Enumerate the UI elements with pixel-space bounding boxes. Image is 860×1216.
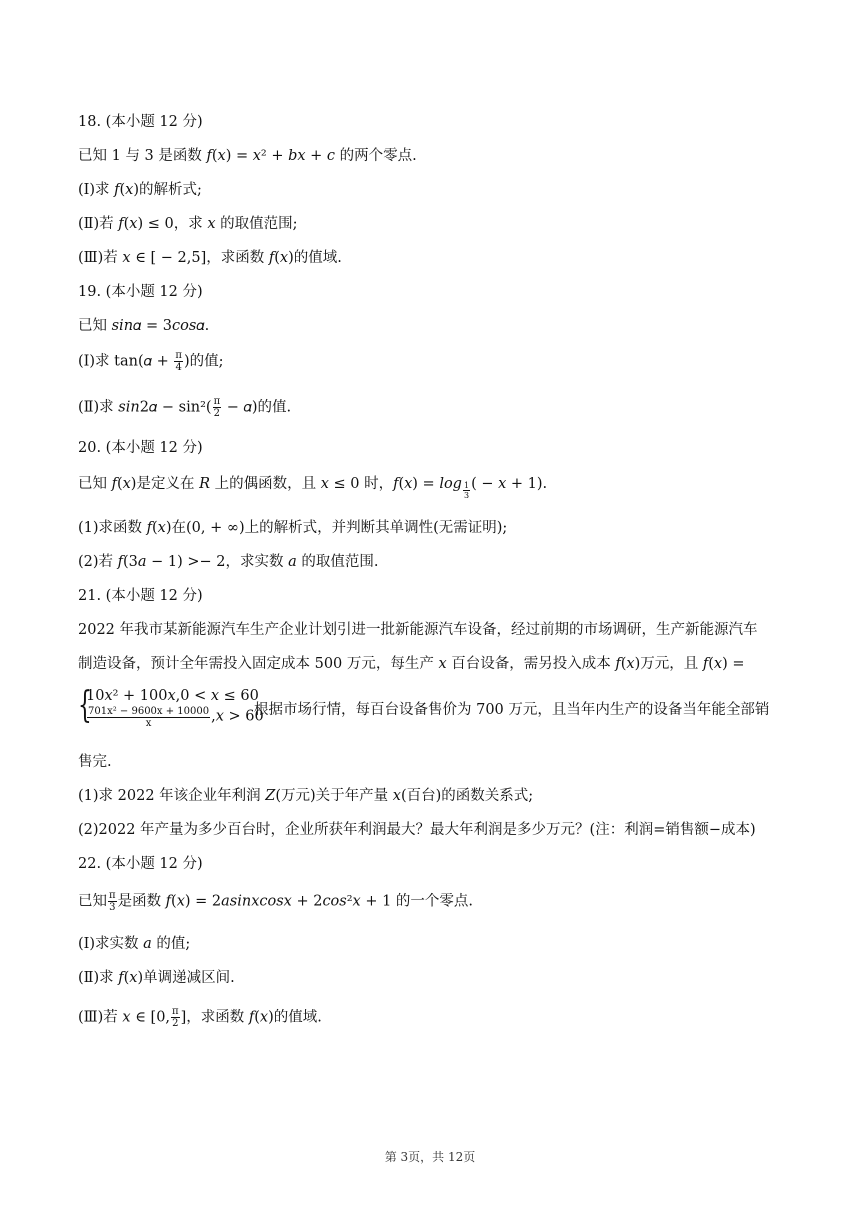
- q21-p2: (2)2022 年产量为多少百台时，企业所获年利润最大？最大年利润是多少万元？(注：利润=销售额−成本): [78, 822, 756, 838]
- q19-part1-after: )的值;: [183, 353, 224, 370]
- q22-stem: [78, 890, 473, 913]
- piecewise-row2: [86, 706, 264, 729]
- piecewise-row2-cond: ,𝑥 > 60: [211, 708, 264, 725]
- frac-numerator: 1: [463, 481, 470, 490]
- q19-part2-before: (Ⅱ)求 𝑠𝑖𝑛2𝛼 − sin²(: [78, 399, 212, 416]
- q20-log-base: [463, 481, 470, 500]
- frac-denominator: x: [145, 718, 152, 729]
- q20-stem-before: 已知 𝑓(𝑥)是定义在 𝑅 上的偶函数，且 𝑥 ≤ 0 时，𝑓(𝑥) = 𝑙𝑜𝑔: [78, 476, 462, 492]
- frac-denominator: 3: [109, 902, 116, 913]
- q22-head: 22. (本小题 12 分): [78, 856, 203, 872]
- q19-part1: [78, 350, 224, 373]
- q22-stem-before: 已知: [78, 893, 107, 910]
- q20-stem: [78, 474, 547, 500]
- piecewise-frac: [87, 706, 210, 729]
- q19-part1-before: (Ⅰ)求 tan(𝛼 +: [78, 353, 174, 370]
- q21-stem2: 制造设备，预计全年需投入固定成本 500 万元，每生产 𝑥 百台设备，需另投入成本 𝑓(𝑥)万元，且 𝑓(𝑥) =: [78, 656, 745, 672]
- q20-head: 20. (本小题 12 分): [78, 440, 203, 456]
- q18-head: 18. (本小题 12 分): [78, 114, 203, 130]
- piecewise-brace: {: [78, 685, 92, 726]
- frac-denominator: 2: [213, 408, 221, 419]
- q18-p3: (Ⅲ)若 𝑥 ∈ [ − 2,5]，求函数 𝑓(𝑥)的值域.: [78, 250, 342, 266]
- q22-p2: (Ⅱ)求 𝑓(𝑥)单调递减区间.: [78, 970, 235, 986]
- q21-stem4: 售完.: [78, 754, 112, 770]
- q19-part2-frac: [213, 396, 222, 419]
- frac-numerator: π: [213, 396, 221, 407]
- q21-p1: (1)求 2022 年该企业年利润 𝑍(万元)关于年产量 𝑥(百台)的函数关系式;: [78, 788, 534, 804]
- frac-denominator: 4: [175, 362, 182, 373]
- q19-part2-after: − 𝛼)的值.: [222, 399, 292, 416]
- q19-stem: 已知 𝑠𝑖𝑛𝛼 = 3𝑐𝑜𝑠𝛼.: [78, 318, 210, 334]
- q22-stem-after: 是函数 𝑓(𝑥) = 2𝑎𝑠𝑖𝑛𝑥𝑐𝑜𝑠𝑥 + 2𝑐𝑜𝑠²𝑥 + 1 的一个零点.: [117, 893, 474, 910]
- q22-stem-frac: [108, 890, 117, 913]
- q18-p2: (Ⅱ)若 𝑓(𝑥) ≤ 0，求 𝑥 的取值范围;: [78, 216, 298, 232]
- q19-part2: [78, 396, 291, 419]
- frac-numerator: 701x² − 9600x + 10000: [88, 706, 210, 717]
- q21-stem-tail: 根据市场行情，每百台设备售价为 700 万元，且当年内生产的设备当年能全部销: [254, 702, 770, 718]
- q21-head: 21. (本小题 12 分): [78, 588, 203, 604]
- q18-stem: 已知 1 与 3 是函数 𝑓(𝑥) = 𝑥² + 𝑏𝑥 + 𝑐 的两个零点.: [78, 148, 417, 164]
- q20-stem-after: ( − 𝑥 + 1).: [471, 476, 548, 492]
- q22-part3-after: ]，求函数 𝑓(𝑥)的值域.: [180, 1009, 322, 1026]
- q21-stem1: 2022 年我市某新能源汽车生产企业计划引进一批新能源汽车设备，经过前期的市场调研，生产新能源汽车: [78, 622, 758, 638]
- frac-numerator: π: [175, 350, 182, 361]
- frac-denominator: 2: [172, 1018, 179, 1029]
- q18-p1: (Ⅰ)求 𝑓(𝑥)的解析式;: [78, 182, 202, 198]
- q19-head: 19. (本小题 12 分): [78, 284, 203, 300]
- q20-p2: (2)若 𝑓(3𝑎 − 1) >− 2，求实数 𝑎 的取值范围.: [78, 554, 379, 570]
- frac-denominator: 3: [463, 491, 470, 500]
- piecewise-row1: 10𝑥² + 100𝑥,0 < 𝑥 ≤ 60: [86, 688, 259, 704]
- frac-numerator: π: [172, 1006, 179, 1017]
- page-footer: 第 3页，共 12页: [384, 1150, 476, 1164]
- q20-p1: (1)求函数 𝑓(𝑥)在(0, + ∞)上的解析式，并判断其单调性(无需证明);: [78, 520, 508, 536]
- q19-part1-frac: [174, 350, 183, 373]
- q22-p1: (Ⅰ)求实数 𝑎 的值;: [78, 936, 191, 952]
- q22-part3-frac: [171, 1006, 180, 1029]
- frac-numerator: π: [109, 890, 116, 901]
- q22-part3-before: (Ⅲ)若 𝑥 ∈ [0,: [78, 1009, 171, 1026]
- q22-part3: [78, 1006, 322, 1029]
